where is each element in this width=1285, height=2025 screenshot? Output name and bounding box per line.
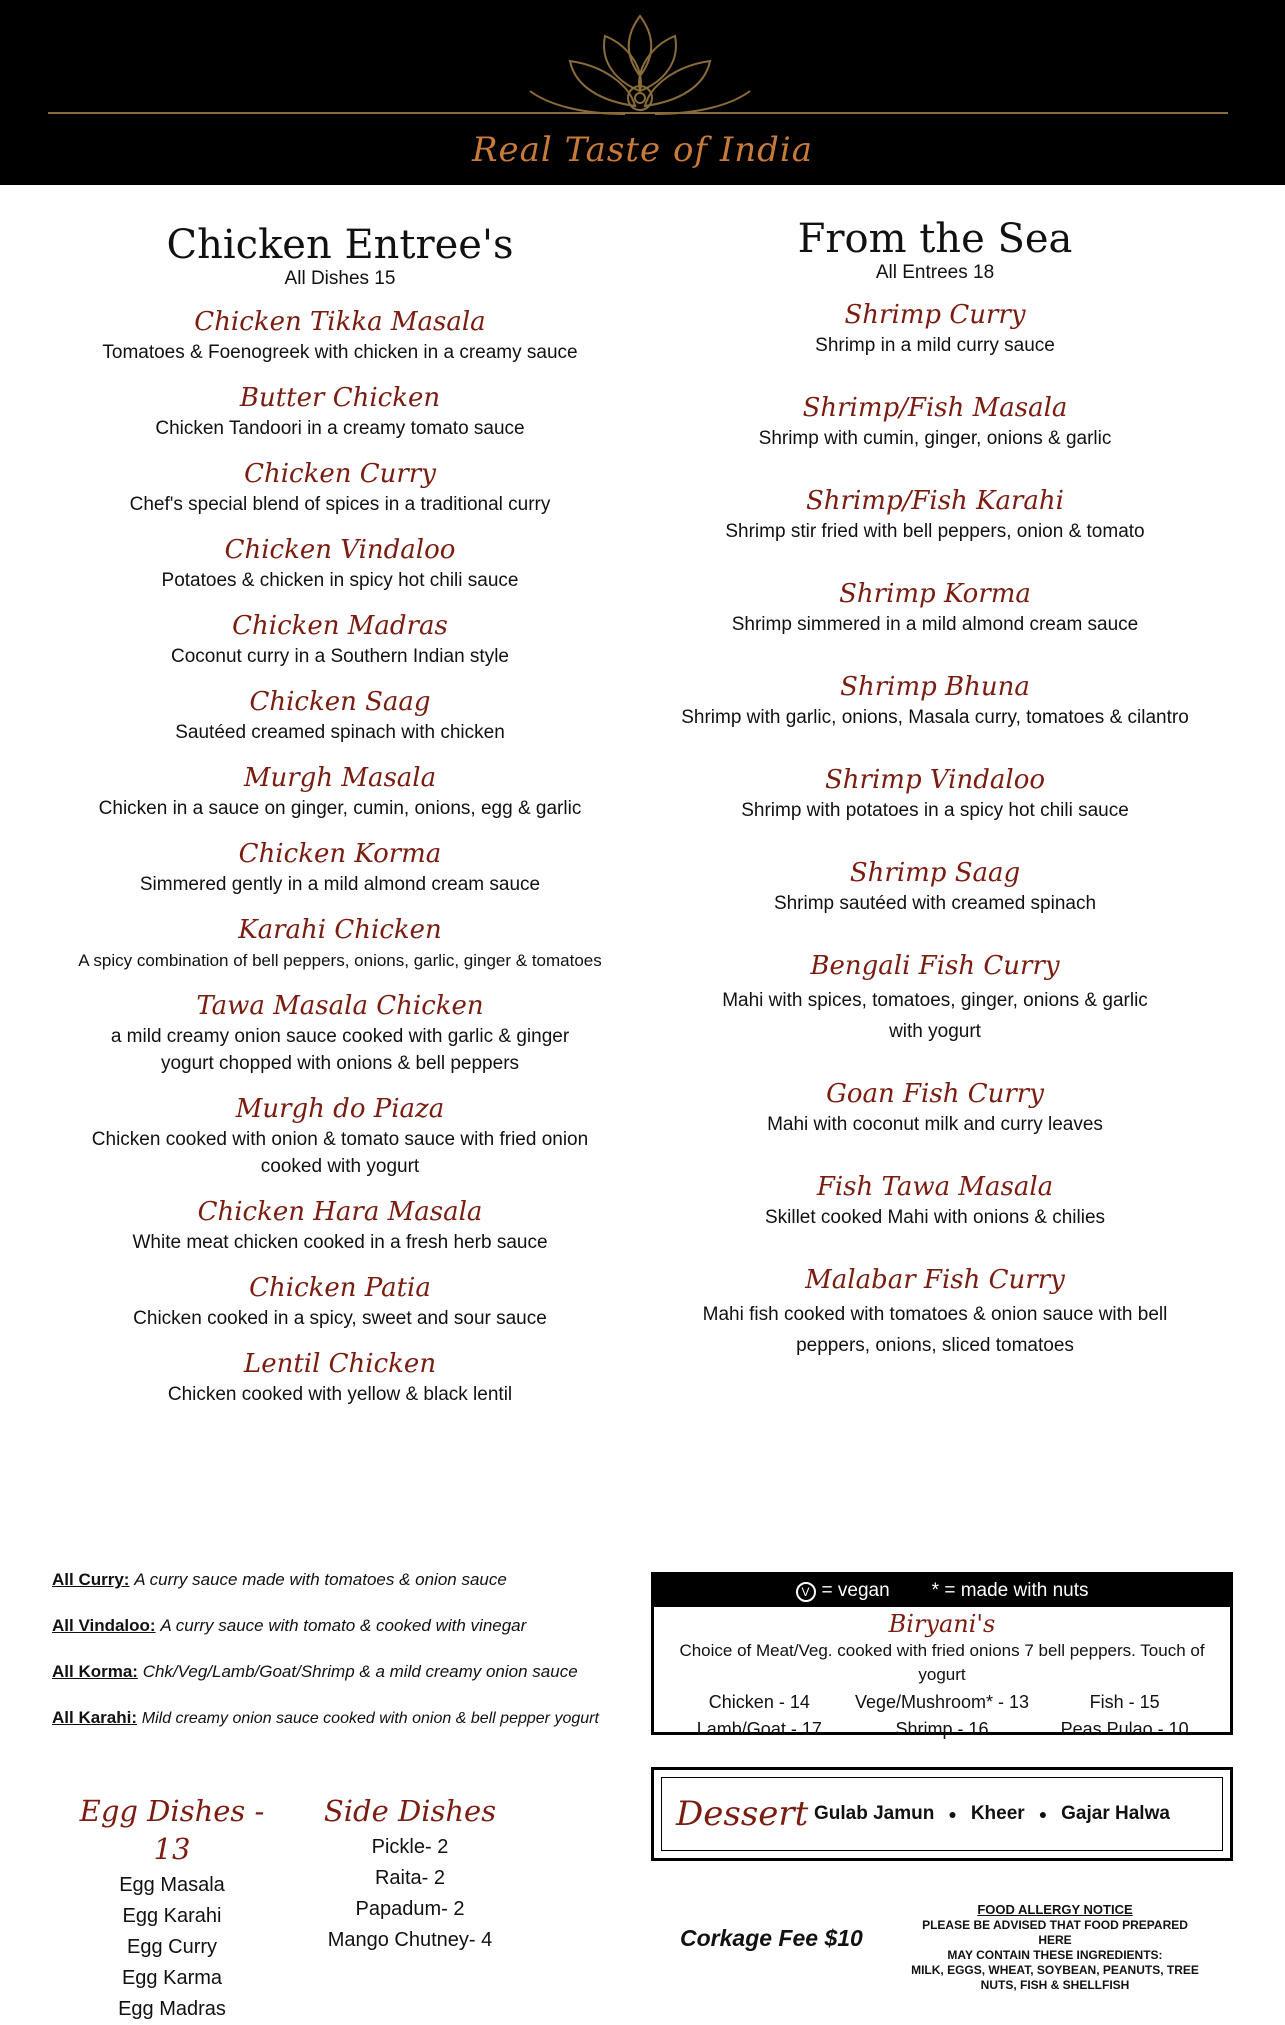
note-term: All Curry: <box>52 1570 130 1589</box>
price-item: Fish - 15 <box>1089 1692 1160 1712</box>
price-item: Chicken - 14 <box>708 1692 810 1712</box>
allergy-line: MILK, EGGS, WHEAT, SOYBEAN, PEANUTS, TREE <box>911 1963 1199 1977</box>
dish-name: Fish Tawa Masala <box>816 1172 1054 1202</box>
menu-item <box>60 305 620 366</box>
section-price: All Entrees 18 <box>875 262 995 283</box>
menu-item <box>60 1092 620 1180</box>
menu-item <box>665 1077 1205 1138</box>
dish-name: Tawa Masala Chicken <box>196 991 484 1021</box>
dish-description: Shrimp with potatoes in a spicy hot chili sauce <box>741 800 1129 821</box>
dish-name: Chicken Madras <box>232 611 448 641</box>
dish-name: Malabar Fish Curry <box>805 1265 1065 1295</box>
nuts-legend: * = made with nuts <box>931 1580 1089 1601</box>
dish-name: Shrimp Curry <box>844 300 1026 330</box>
note-term: All Korma: <box>52 1662 138 1681</box>
allergy-line: PLEASE BE ADVISED THAT FOOD PREPARED HERE <box>922 1918 1188 1947</box>
dish-description: Mahi with coconut milk and curry leaves <box>767 1114 1103 1135</box>
list-item: Pickle- 2 <box>371 1836 449 1858</box>
note-line <box>52 1616 612 1636</box>
price-item: Peas Pulao - 10 <box>1060 1719 1189 1739</box>
dish-description: Mahi fish cooked with tomatoes & onion sauce with bell <box>702 1304 1168 1325</box>
section-title: Chicken Entree's <box>166 222 514 268</box>
mandala-ornament-icon <box>495 6 785 121</box>
menu-item <box>60 1271 620 1332</box>
vegan-legend: V = vegan <box>796 1580 890 1602</box>
restaurant-name: Real Taste of India <box>471 130 814 170</box>
dish-description: Potatoes & chicken in spicy hot chili sauce <box>161 570 519 591</box>
dish-description: Chef's special blend of spices in a traditional curry <box>129 494 551 515</box>
dish-description: Shrimp in a mild curry sauce <box>815 335 1055 356</box>
dish-description: Chicken cooked with yellow & black lentil <box>167 1384 513 1405</box>
list-item: Papadum- 2 <box>355 1898 465 1920</box>
egg-dishes-title: Egg Dishes - 13 <box>79 1794 265 1866</box>
note-definition: A curry sauce with tomato & cooked with vinegar <box>160 1616 527 1635</box>
list-item: Egg Karma <box>121 1967 223 1989</box>
dish-name: Shrimp/Fish Karahi <box>806 486 1064 516</box>
menu-item <box>60 381 620 442</box>
menu-item <box>665 949 1205 1045</box>
menu-item <box>665 856 1205 917</box>
sauce-notes <box>52 1570 612 1755</box>
dish-description: Chicken cooked with onion & tomato sauce with fried onion <box>91 1129 589 1150</box>
dish-description: Sautéed creamed spinach with chicken <box>175 722 505 743</box>
dish-description: Shrimp with cumin, ginger, onions & garlic <box>758 428 1112 449</box>
dish-description-line2: peppers, onions, sliced tomatoes <box>796 1335 1074 1356</box>
dish-description: Shrimp with garlic, onions, Masala curry, tomatoes & cilantro <box>681 707 1189 728</box>
dish-description: Shrimp sautéed with creamed spinach <box>773 893 1097 914</box>
menu-item <box>665 670 1205 731</box>
menu-item <box>60 761 620 822</box>
dish-description: Chicken in a sauce on ginger, cumin, onions, egg & garlic <box>98 798 582 819</box>
menu-item <box>665 298 1205 359</box>
dish-description: Coconut curry in a Southern Indian style <box>171 646 509 667</box>
dessert-box <box>651 1767 1233 1861</box>
side-dishes-title: Side Dishes <box>323 1794 497 1828</box>
dish-name: Murgh Masala <box>243 763 437 793</box>
note-line <box>52 1708 612 1729</box>
dietary-legend <box>654 1575 1230 1607</box>
egg-dishes-list <box>62 1792 282 2025</box>
note-definition: Chk/Veg/Lamb/Goat/Shrimp & a mild creamy onion sauce <box>142 1662 578 1681</box>
menu-item <box>60 533 620 594</box>
dish-name: Shrimp Vindaloo <box>824 765 1045 795</box>
menu-item <box>60 837 620 898</box>
dish-name: Shrimp/Fish Masala <box>802 393 1068 423</box>
menu-item <box>60 913 620 974</box>
allergy-title: FOOD ALLERGY NOTICE <box>977 1902 1133 1917</box>
note-definition: A curry sauce made with tomatoes & onion sauce <box>134 1570 507 1589</box>
dish-name: Shrimp Bhuna <box>840 672 1030 702</box>
dish-name: Lentil Chicken <box>243 1349 437 1379</box>
dessert-item: Kheer <box>970 1803 1025 1824</box>
note-definition: Mild creamy onion sauce cooked with onion & bell pepper yogurt <box>141 1710 599 1727</box>
bullet-icon: ● <box>1038 1806 1048 1822</box>
dessert-items <box>814 1803 1170 1825</box>
dish-name: Murgh do Piaza <box>235 1094 445 1124</box>
list-item: Egg Curry <box>126 1936 218 1958</box>
list-item: Mango Chutney- 4 <box>327 1929 493 1951</box>
menu-item <box>665 391 1205 452</box>
dish-name: Chicken Curry <box>244 459 436 489</box>
section-title: From the Sea <box>797 216 1073 262</box>
seafood-section <box>665 216 1205 1359</box>
dish-name: Chicken Vindaloo <box>224 535 456 565</box>
list-item: Egg Masala <box>119 1874 225 1896</box>
dish-name: Chicken Tikka Masala <box>194 307 486 337</box>
menu-item <box>60 457 620 518</box>
dish-description: Shrimp stir fried with bell peppers, onion & tomato <box>725 521 1145 542</box>
header-divider <box>48 112 1228 114</box>
dish-name: Shrimp Saag <box>849 858 1021 888</box>
dish-name: Chicken Saag <box>249 687 431 717</box>
menu-item <box>60 1347 620 1408</box>
dish-description: Shrimp simmered in a mild almond cream sauce <box>731 614 1139 635</box>
dish-description: a mild creamy onion sauce cooked with garlic & ginger <box>110 1026 570 1047</box>
dish-name: Karahi Chicken <box>238 915 442 945</box>
biryani-description: Choice of Meat/Veg. cooked with fried onions 7 bell peppers. Touch of yogurt <box>679 1641 1205 1684</box>
list-item: Egg Karahi <box>122 1905 222 1927</box>
price-item: Lamb/Goat - 17 <box>696 1719 822 1739</box>
list-item: Raita- 2 <box>374 1867 446 1889</box>
dish-name: Shrimp Korma <box>839 579 1031 609</box>
dessert-frame <box>661 1777 1223 1851</box>
header-banner <box>0 0 1285 185</box>
price-item: Shrimp - 16 <box>895 1719 989 1739</box>
dessert-item: Gulab Jamun <box>814 1803 935 1824</box>
dish-name: Chicken Korma <box>238 839 442 869</box>
biryani-title: Biryani's <box>888 1610 996 1638</box>
menu-item <box>60 1195 620 1256</box>
dessert-item: Gajar Halwa <box>1061 1803 1170 1824</box>
dish-description: Tomatoes & Foenogreek with chicken in a creamy sauce <box>102 342 578 363</box>
vegan-icon: V <box>796 1582 816 1602</box>
note-line <box>52 1662 612 1682</box>
menu-item <box>665 577 1205 638</box>
dish-description: Skillet cooked Mahi with onions & chilies <box>764 1207 1106 1228</box>
dish-name: Chicken Patia <box>249 1273 431 1303</box>
dish-name: Butter Chicken <box>239 383 441 413</box>
side-dishes-list <box>305 1792 515 1956</box>
dish-description: Simmered gently in a mild almond cream sauce <box>139 874 541 895</box>
chicken-entrees-section <box>60 222 620 1408</box>
dish-description: Mahi with spices, tomatoes, ginger, onions & garlic <box>722 990 1148 1011</box>
dish-description: Chicken cooked in a spicy, sweet and sour sauce <box>133 1308 547 1329</box>
biryani-box <box>651 1572 1233 1739</box>
dessert-title: Dessert <box>676 1794 809 1834</box>
menu-item <box>60 685 620 746</box>
menu-item <box>665 1263 1205 1359</box>
allergy-line: MAY CONTAIN THESE INGREDIENTS: <box>947 1948 1163 1962</box>
dish-description-line2: yogurt chopped with onions & bell peppers <box>160 1053 520 1074</box>
menu-item <box>665 1170 1205 1231</box>
price-item: Vege/Mushroom* - 13 <box>854 1692 1030 1712</box>
bullet-icon: ● <box>948 1806 957 1822</box>
note-term: All Karahi: <box>52 1708 138 1727</box>
food-allergy-notice <box>905 1902 1205 1993</box>
dish-name: Bengali Fish Curry <box>810 951 1060 981</box>
menu-item <box>60 989 620 1077</box>
corkage-fee: Corkage Fee $10 <box>680 1925 863 1951</box>
menu-item <box>665 763 1205 824</box>
note-line <box>52 1570 612 1590</box>
list-item: Egg Madras <box>118 1998 226 2020</box>
note-term: All Vindaloo: <box>52 1616 156 1635</box>
dish-name: Goan Fish Curry <box>826 1079 1044 1109</box>
menu-item <box>665 484 1205 545</box>
dish-description: White meat chicken cooked in a fresh herb sauce <box>132 1232 548 1253</box>
section-price: All Dishes 15 <box>284 268 396 289</box>
allergy-line: NUTS, FISH & SHELLFISH <box>980 1978 1130 1992</box>
dish-name: Chicken Hara Masala <box>197 1197 483 1227</box>
dish-description-line2: with yogurt <box>889 1021 981 1042</box>
menu-item <box>60 609 620 670</box>
dish-description: Chicken Tandoori in a creamy tomato sauce <box>155 418 525 439</box>
dish-description: A spicy combination of bell peppers, onions, garlic, ginger & tomatoes <box>78 951 602 970</box>
dish-description-line2: cooked with yogurt <box>260 1156 420 1177</box>
biryani-prices <box>654 1689 1230 1743</box>
